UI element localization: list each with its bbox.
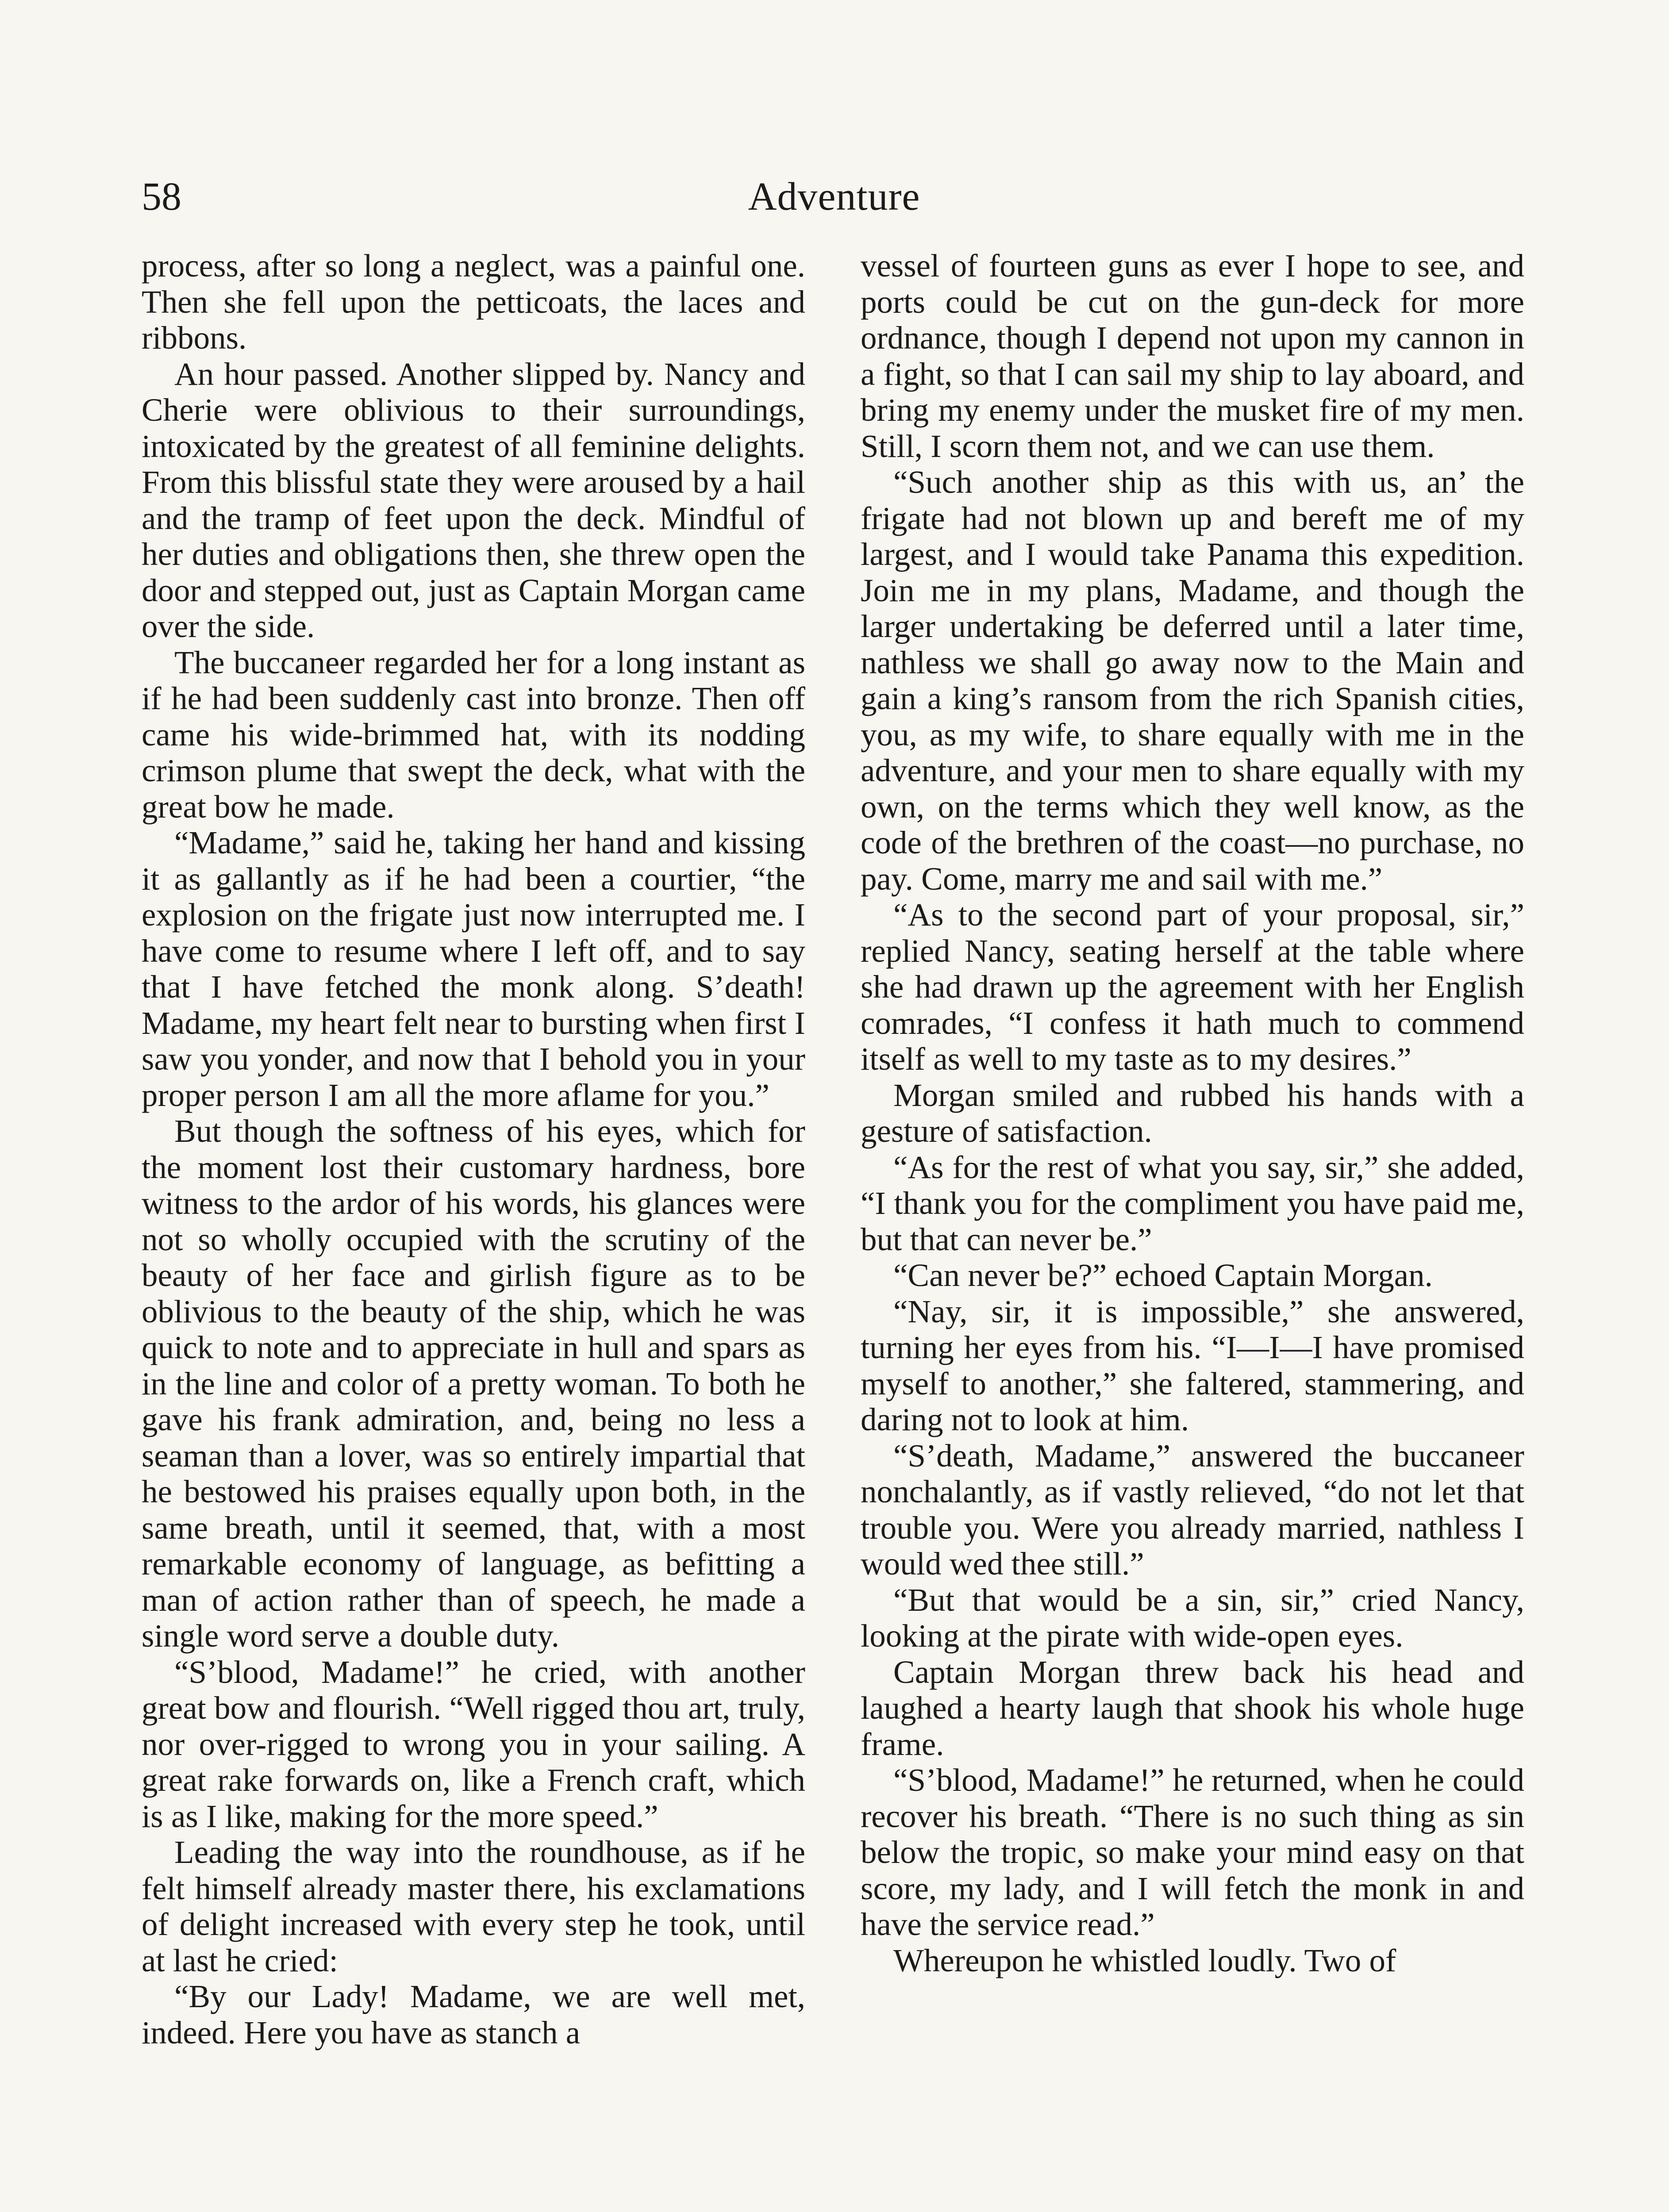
running-head: Adventure xyxy=(748,175,920,219)
paragraph: “Nay, sir, it is impossible,” she answered, turning her eyes from his. “I—I—I have promised myself to another,” she faltered, stammering, and daring not to look at him. xyxy=(861,1293,1524,1437)
paragraph: But though the softness of his eyes, which for the moment lost their customary hardness, bore witness to the ardor of his words, his glances were not so wholly occupied with the scrutiny of the beauty of her face and girlish figure as to be oblivious to the beauty of the ship, which he was quick to note and to appreciate in hull and spars as in the line and color of a pretty woman. To both he gave his frank admiration, and, being no less a seaman than a lover, was so entirely impartial that he bestowed his praises equally upon both, in the same breath, until it seemed, that, with a most remarkable economy of language, as befitting a man of action rather than of speech, he made a single word serve a double duty. xyxy=(142,1113,805,1654)
paragraph: Captain Morgan threw back his head and laughed a hearty laugh that shook his whole huge frame. xyxy=(861,1654,1524,1762)
paragraph: “Such another ship as this with us, an’ the frigate had not blown up and bereft me of my largest, and I would take Panama this expedition. Join me in my plans, Madame, and though the larger undertaking be deferred until a later time, nathless we shall go away now to the Main and gain a king’s ransom from the rich Spanish cities, you, as my wife, to share equally with me in the adventure, and your men to share equally with my own, on the terms which they well know, as the code of the brethren of the coast—no purchase, no pay. Come, marry me and sail with me.” xyxy=(861,464,1524,897)
paragraph: process, after so long a neglect, was a painful one. Then she fell upon the petticoats, the laces and ribbons. xyxy=(142,248,805,356)
paragraph: “Madame,” said he, taking her hand and kissing it as gallantly as if he had been a courtier, “the explosion on the frigate just now interrupted me. I have come to resume where I left off, and to say that I have fetched the monk along. S’death! Madame, my heart felt near to bursting when first I saw you yonder, and now that I behold you in your proper person I am all the more aflame for you.” xyxy=(142,825,805,1113)
left-column xyxy=(142,248,805,2212)
paragraph: “By our Lady! Madame, we are well met, indeed. Here you have as stanch a xyxy=(142,1978,805,2051)
paragraph: Leading the way into the roundhouse, as if he felt himself already master there, his exclamations of delight increased with every step he took, until at last he cried: xyxy=(142,1834,805,1978)
paragraph: “But that would be a sin, sir,” cried Nancy, looking at the pirate with wide-open eyes. xyxy=(861,1582,1524,1654)
paragraph: The buccaneer regarded her for a long instant as if he had been suddenly cast into bronze. Then off came his wide-brimmed hat, with its nodding crimson plume that swept the deck, what with the great bow he made. xyxy=(142,644,805,825)
paragraph: “S’blood, Madame!” he returned, when he could recover his breath. “There is no such thing as sin below the tropic, so make your mind easy on that score, my lady, and I will fetch the monk in and have the service read.” xyxy=(861,1762,1524,1942)
page-number: 58 xyxy=(142,175,181,219)
paragraph: An hour passed. Another slipped by. Nancy and Cherie were oblivious to their surroundings, intoxicated by the greatest of all feminine delights. From this blissful state they were aroused by a hail and the tramp of feet upon the deck. Mindful of her duties and obligations then, she threw open the door and stepped out, just as Captain Morgan came over the side. xyxy=(142,356,805,644)
paragraph: “As to the second part of your proposal, sir,” replied Nancy, seating herself at the table where she had drawn up the agreement with her English comrades, “I confess it hath much to commend itself as well to my taste as to my desires.” xyxy=(861,897,1524,1077)
right-column xyxy=(861,248,1524,2212)
paragraph: “S’blood, Madame!” he cried, with another great bow and flourish. “Well rigged thou art, truly, nor over-rigged to wrong you in your sailing. A great rake forwards on, like a French craft, which is as I like, making for the more speed.” xyxy=(142,1654,805,1834)
paragraph: Whereupon he whistled loudly. Two of xyxy=(893,1942,1396,1978)
paragraph: Morgan smiled and rubbed his hands with a gesture of satisfaction. xyxy=(861,1077,1524,1149)
page-header xyxy=(142,164,1527,230)
paragraph: “Can never be?” echoed Captain Morgan. xyxy=(893,1257,1433,1293)
paragraph: vessel of fourteen guns as ever I hope to see, and ports could be cut on the gun-deck for more ordnance, though I depend not upon my cannon in a fight, so that I can sail my ship to lay aboard, and bring my enemy under the musket fire of my men. Still, I scorn them not, and we can use them. xyxy=(861,248,1524,464)
paragraph: “S’death, Madame,” answered the buccaneer nonchalantly, as if vastly relieved, “do not let that trouble you. Were you already married, nathless I would wed thee still.” xyxy=(861,1437,1524,1582)
paragraph: “As for the rest of what you say, sir,” she added, “I thank you for the compliment you have paid me, but that can never be.” xyxy=(861,1149,1524,1257)
